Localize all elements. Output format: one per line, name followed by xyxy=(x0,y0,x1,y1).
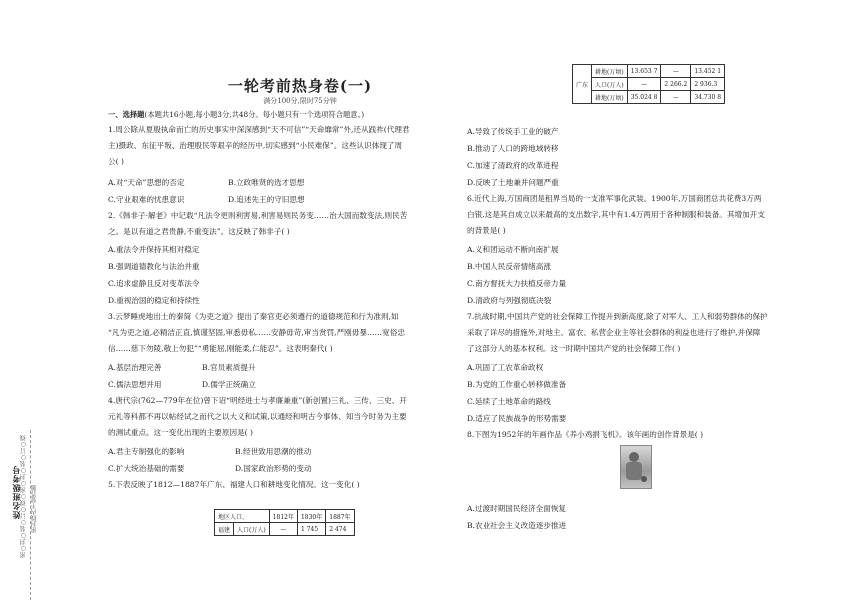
table-header-cell: 1887年 xyxy=(326,510,354,523)
q5-line: 5.下表反映了1812—1887年广东、福建人口和耕地变化情况。这一变化( ) xyxy=(108,480,360,489)
q8-option-a[interactable]: A.过渡时期国民经济全面恢复 xyxy=(467,504,567,513)
table-cell: — xyxy=(269,523,297,536)
table-header-cell: 地区人口、 xyxy=(215,510,270,523)
q2-line: 之。是以有道之君贵静,不重变法”。这反映了韩非子( ) xyxy=(108,227,290,236)
q6-line: 白银,这是其自成立以来最高的支出数字,其中有1.4万两用于各种制服和装备。其增加开支 xyxy=(467,210,765,219)
page-subtitle: 满分100分,限时75分钟 xyxy=(263,97,337,105)
q1-line: 1.周公除从夏殷执命而亡的历史事实中深深感到“天不可信”“天命靡常”外,还从践祚(代理君 xyxy=(108,125,410,134)
q5-option-b[interactable]: B.推动了人口的跨地域转移 xyxy=(467,144,559,153)
table-cell: 人口(万人) xyxy=(592,78,628,91)
q1-option-d[interactable]: D.追述先王的守旧思想 xyxy=(228,195,305,204)
q2-option-b[interactable]: B.强调道德教化与法治并重 xyxy=(108,262,200,271)
seal-dotted-text: 密○封○装○订○线○密○封○装○订○线 xyxy=(20,435,27,558)
q3-line: 3.云梦睡虎地出土的秦简《为吏之道》提出了秦官吏必须遵行的道德规范和行为准则,如 xyxy=(108,312,399,321)
table-cell: 人口(万人) xyxy=(234,523,270,536)
table-cell: 35.024 8 xyxy=(627,91,661,104)
q7-option-c[interactable]: C.延续了土地革命的路线 xyxy=(467,397,551,406)
q7-option-d[interactable]: D.适应了民族战争的形势需要 xyxy=(467,414,567,423)
q3-option-a[interactable]: A.基层治理完善 xyxy=(108,363,162,372)
population-table-right xyxy=(572,64,725,104)
table-cell: 34.730 8 xyxy=(691,91,725,104)
student-info-label: 姓名班级考号 xyxy=(11,465,21,519)
table-cell: 13.452 1 xyxy=(691,65,725,78)
q6-option-d[interactable]: D.清政府与列强彻底决裂 xyxy=(467,296,552,305)
q7-option-b[interactable]: B.为党的工作重心转移做准备 xyxy=(467,380,567,389)
q1-option-a[interactable]: A.对“天命”思想的否定 xyxy=(108,178,185,187)
q6-line: 6.近代上海,万国商团是租界当局的一支准军事化武装。1900年,万国商团总共花费3万两 xyxy=(467,194,762,203)
table-header-cell: 1830年 xyxy=(297,510,325,523)
q7-line: 了这部分人的基本权利。这一时期中国共产党的社会保障工作( ) xyxy=(467,344,681,353)
table-cell: 耕地(万顷) xyxy=(592,65,628,78)
table-cell: 1 745 xyxy=(297,523,325,536)
q8-option-b[interactable]: B.农业社会主义改造逐步推进 xyxy=(467,521,567,530)
table-cell: 2 474 xyxy=(326,523,354,536)
table-cell: 2 936.3 xyxy=(691,78,725,91)
table-cell: 2 266.2 xyxy=(661,78,691,91)
q7-option-a[interactable]: A.巩固了工农革命政权 xyxy=(467,363,544,372)
table-cell: 13.653 7 xyxy=(627,65,661,78)
q4-line: 4.唐代宗(762—779年在位)曾下诏“明经进士与孝廉兼重”(新创置)三礼、三传、三史、开 xyxy=(108,396,407,405)
q2-option-c[interactable]: C.追求虚静且反对变革法令 xyxy=(108,279,200,288)
q4-option-a[interactable]: A.君主专制强化的影响 xyxy=(108,447,185,456)
binding-sidebar xyxy=(8,435,38,600)
painting-figure-head xyxy=(629,452,639,462)
painting-chick xyxy=(641,476,647,482)
table-cell: 广东 xyxy=(573,65,592,104)
table-row xyxy=(573,91,725,104)
q3-line: “凡为吏之道,必精洁正直,慎谨坚固,审悉毋私……安静毋苛,审当赏罚,严刚毋暴……宽俗忠 xyxy=(108,328,405,337)
table-row xyxy=(573,65,725,78)
q1-option-b[interactable]: B.立政唯贤的选才思想 xyxy=(228,178,305,187)
q6-option-c[interactable]: C.南方督抚大力扶植反帝力量 xyxy=(467,279,567,288)
q4-option-d[interactable]: D.国家政治形势的变动 xyxy=(235,464,312,473)
section-label: 一、选择题 xyxy=(108,110,145,119)
section-note: (本题共16小题,每小题3分,共48分。每小题只有一个选项符合题意。) xyxy=(144,110,365,119)
q8-line: 8.下图为1952年的年画作品《养小鸡捐飞机》。该年画的创作背景是( ) xyxy=(467,430,704,439)
table-header-row xyxy=(215,510,355,523)
q1-line: 公( ) xyxy=(108,157,124,166)
table-row xyxy=(573,78,725,91)
q3-option-d[interactable]: D.儒学正统确立 xyxy=(202,380,256,389)
table-cell: 福建 xyxy=(215,523,234,536)
q5-option-c[interactable]: C.加速了清政府的改革进程 xyxy=(467,161,559,170)
page-title: 一轮考前热身卷(一) xyxy=(227,77,373,95)
q6-option-a[interactable]: A.义和团运动不断向南扩展 xyxy=(467,245,559,254)
q7-line: 7.抗战时期,中国共产党的社会保障工作提升到新高度,除了对军人、工人和弱势群体的保护 xyxy=(467,312,768,321)
q3-option-b[interactable]: B.官员素质提升 xyxy=(202,363,256,372)
q3-line: 信……慈下勿陵,敬上勿犯”“勇能屈,刚能柔,仁能忍”。这表明秦代( ) xyxy=(108,344,333,353)
section-heading xyxy=(108,110,364,120)
q5-option-d[interactable]: D.反映了土地兼并问题严重 xyxy=(467,178,559,187)
q5-option-a[interactable]: A.导致了传统手工业的破产 xyxy=(467,127,559,136)
q1-line: 主)摄政、东征平叛、治理殷民等艰辛的经历中,切实感到“小民难保”。这些认识体现了周 xyxy=(108,141,403,150)
table-cell: — xyxy=(661,91,691,104)
q4-option-c[interactable]: C.扩大统治基础的需要 xyxy=(108,464,185,473)
table-cell: — xyxy=(627,78,661,91)
q4-option-b[interactable]: B.经世致用思潮的推动 xyxy=(235,447,312,456)
q7-line: 采取了详尽的措施外,对地主、富农、私营企业主等社会群体的利益也进行了维护,并保障 xyxy=(467,328,761,337)
q6-line: 的背景是( ) xyxy=(467,226,506,235)
no-answer-warning: 密封线内不要答题 xyxy=(31,485,38,533)
new-year-painting-image xyxy=(620,445,652,489)
q6-option-b[interactable]: B.中国人民反帝情绪高涨 xyxy=(467,262,551,271)
table-row xyxy=(215,523,355,536)
painting-figure-body xyxy=(626,462,642,480)
q1-option-c[interactable]: C.守业艰难的忧患意识 xyxy=(108,195,185,204)
table-cell: — xyxy=(661,65,691,78)
table-cell: 耕地(万顷) xyxy=(592,91,628,104)
q3-option-c[interactable]: C.儒法思想并用 xyxy=(108,380,162,389)
q4-line: 元礼等科都不再以帖经试之而代之以大义和试策,以通经和明古今事体、知当今时务为主要 xyxy=(108,412,407,421)
table-header-cell: 1812年 xyxy=(269,510,297,523)
q2-option-a[interactable]: A.重法令并保持其相对稳定 xyxy=(108,245,200,254)
q2-line: 2.《韩非子·解老》中记载“凡法令更则利害易,利害易则民务变……治大国而数变法,则民苦 xyxy=(108,211,408,220)
q4-line: 的测试重点。这一变化出现的主要原因是( ) xyxy=(108,428,254,437)
q2-option-d[interactable]: D.重视治国的稳定和持续性 xyxy=(108,296,200,305)
population-table-left xyxy=(214,509,355,536)
